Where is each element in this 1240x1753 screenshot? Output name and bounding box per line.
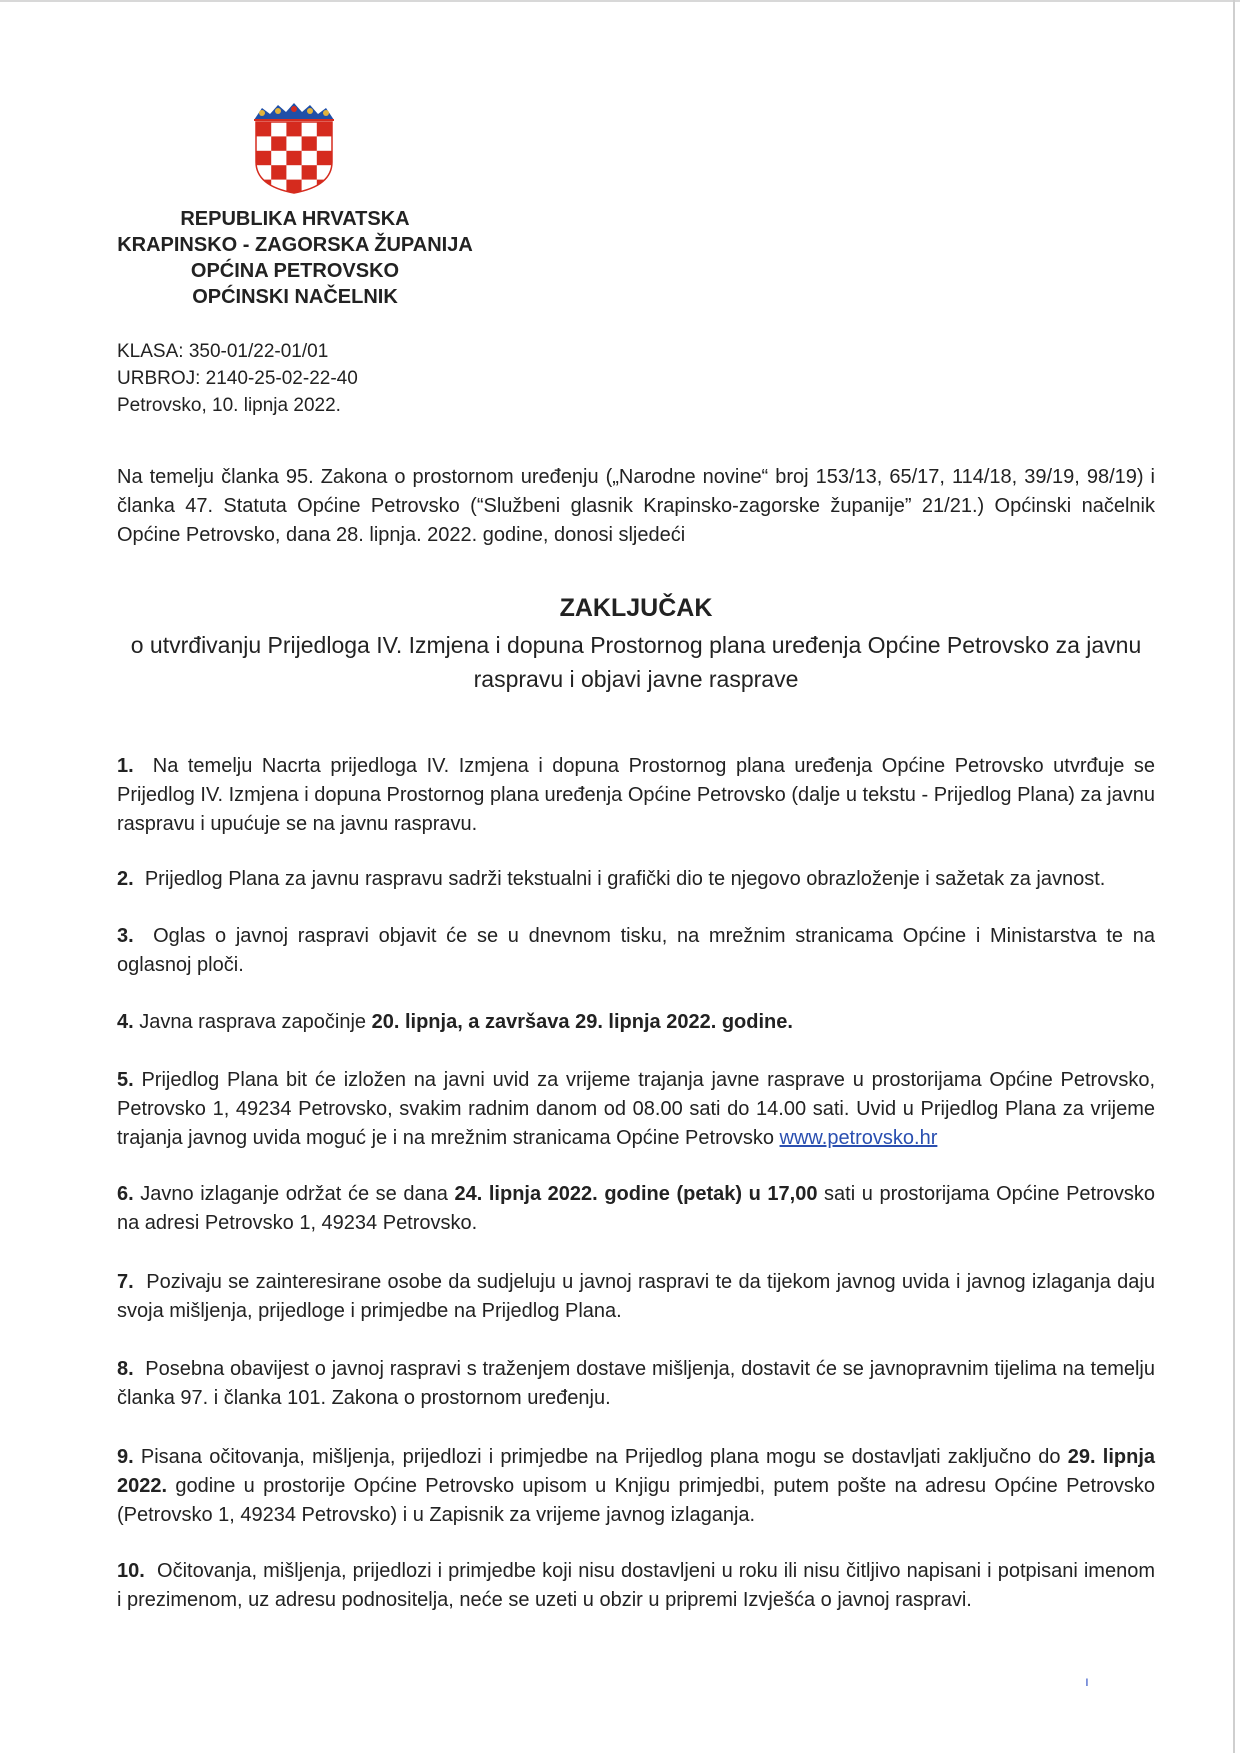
item-2: [117, 865, 1155, 894]
scan-edge-top: [0, 0, 1240, 2]
item-number: 9.: [117, 1446, 134, 1468]
item-text-cont: godine u prostorije Općine Petrovsko upisom u Knjigu primjedbi, putem pošte na adresu Općine Petrovsko (Petrovsko 1, 49234 Petrovsko) i u Zapisnik za vrijeme javnog izlaganja.: [117, 1475, 1155, 1526]
item-text-cont: sati u prostorijama Općine Petrovsko na adresi Petrovsko 1, 49234 Petrovsko.: [117, 1183, 1155, 1234]
item-number: 5.: [117, 1069, 134, 1091]
item-text-bold: 24. lipnja 2022. godine (petak) u 17,00: [454, 1183, 818, 1205]
header-line-mayor: OPĆINSKI NAČELNIK: [192, 286, 398, 308]
issuer-header: [100, 206, 490, 310]
item-number: 6.: [117, 1183, 134, 1205]
item-8: [117, 1355, 1155, 1413]
klasa: KLASA: 350-01/22-01/01: [117, 341, 329, 362]
item-text: Prijedlog Plana za javnu raspravu sadrži tekstualni i grafički dio te njegovo obrazloženje i sažetak za javnost.: [144, 868, 1106, 890]
item-text: Javno izlaganje održat će se dana: [140, 1183, 455, 1205]
item-number: 1.: [117, 755, 134, 777]
croatian-coat-of-arms-icon: [252, 100, 336, 194]
website-link[interactable]: www.petrovsko.hr: [779, 1127, 938, 1149]
scan-edge-right: [1233, 0, 1235, 1753]
item-text: Pisana očitovanja, mišljenja, prijedlozi i primjedbe na Prijedlog plana mogu se dostavljati zaključno do: [140, 1446, 1068, 1468]
item-6: [117, 1180, 1155, 1238]
item-number: 4.: [117, 1011, 134, 1033]
item-number: 7.: [117, 1271, 134, 1293]
item-10: [117, 1557, 1155, 1615]
crown-icon: [254, 103, 334, 120]
item-text: Na temelju Nacrta prijedloga IV. Izmjena i dopuna Prostornog plana uređenja Općine Petrovsko utvrđuje se Prijedlog IV. Izmjena i dopuna Prostornog plana uređenja Općine Petrovsko (dalje u tekstu - Prijedlog Plana) za javnu raspravu i upućuje se na javnu raspravu.: [117, 755, 1155, 835]
item-text: Javna rasprava započinje: [139, 1011, 372, 1033]
header-line-municipality: OPĆINA PETROVSKO: [190, 260, 400, 282]
item-number: 10.: [117, 1560, 145, 1582]
item-1: [117, 752, 1155, 839]
header-line-county: KRAPINSKO - ZAGORSKA ŽUPANIJA: [117, 234, 473, 256]
place-date: Petrovsko, 10. lipnja 2022.: [117, 395, 341, 416]
item-text: Posebna obavijest o javnoj raspravi s traženjem dostave mišljenja, dostavit će se javnopravnim tijelima na temelju članka 97. i članka 101. Zakona o prostornom uređenju.: [117, 1358, 1155, 1409]
item-4: [117, 1008, 1155, 1037]
item-text-bold: 20. lipnja, a završava 29. lipnja 2022. godine.: [371, 1011, 793, 1033]
item-3: [117, 922, 1155, 980]
item-number: 2.: [117, 868, 134, 890]
item-number: 8.: [117, 1358, 134, 1380]
item-number: 3.: [117, 925, 134, 947]
item-9: [117, 1443, 1155, 1530]
item-5: [117, 1066, 1155, 1153]
header-line-republic: REPUBLIKA HRVATSKA: [180, 208, 410, 230]
item-text: Prijedlog Plana bit će izložen na javni uvid za vrijeme trajanja javne rasprave u prostorijama Općine Petrovsko, Petrovsko 1, 49234 Petrovsko, svakim radnim danom od 08.00 sati do 14.00 sati. Uvid u Prijedlog Plana za vrijeme trajanja javnog uvida moguć je i na mrežnim stranicama Općine Petrovsko: [117, 1069, 1155, 1149]
pen-mark: ı: [1085, 1673, 1089, 1689]
document-meta: [117, 338, 358, 419]
document-subtitle: o utvrđivanju Prijedloga IV. Izmjena i dopuna Prostornog plana uređenja Općine Petrovsko za javnu raspravu i objavi javne rasprave: [130, 632, 1142, 692]
urbroj: URBROJ: 2140-25-02-22-40: [117, 368, 358, 389]
item-text: Pozivaju se zainteresirane osobe da sudjeluju u javnoj raspravi te da tijekom javnog uvida i javnog izlaganja daju svoja mišljenja, prijedloge i primjedbe na Prijedlog Plana.: [117, 1271, 1155, 1322]
item-text: Očitovanja, mišljenja, prijedlozi i primjedbe koji nisu dostavljeni u roku ili nisu čitljivo napisani i potpisani imenom i prezimenom, uz adresu podnositelja, neće se uzeti u obzir u pripremi Izvješća o javnoj raspravi.: [117, 1560, 1155, 1611]
document-title: ZAKLJUČAK: [559, 594, 713, 622]
checkered-shield-icon: [256, 122, 332, 194]
item-7: [117, 1268, 1155, 1326]
intro-paragraph: Na temelju članka 95. Zakona o prostornom uređenju („Narodne novine“ broj 153/13, 65/17, 114/18, 39/19, 98/19) i članka 47. Statuta Općine Petrovsko (“Službeni glasnik Krapinsko-zagorske županije” 21/21.) Općinski načelnik Općine Petrovsko, dana 28. lipnja. 2022. godine, donosi sljedeći: [117, 466, 1155, 546]
item-text: Oglas o javnoj raspravi objavit će se u dnevnom tisku, na mrežnim stranicama Općine i Ministarstva te na oglasnoj ploči.: [117, 925, 1155, 976]
item-text-bold: 29. lipnja 2022.: [117, 1446, 1155, 1497]
